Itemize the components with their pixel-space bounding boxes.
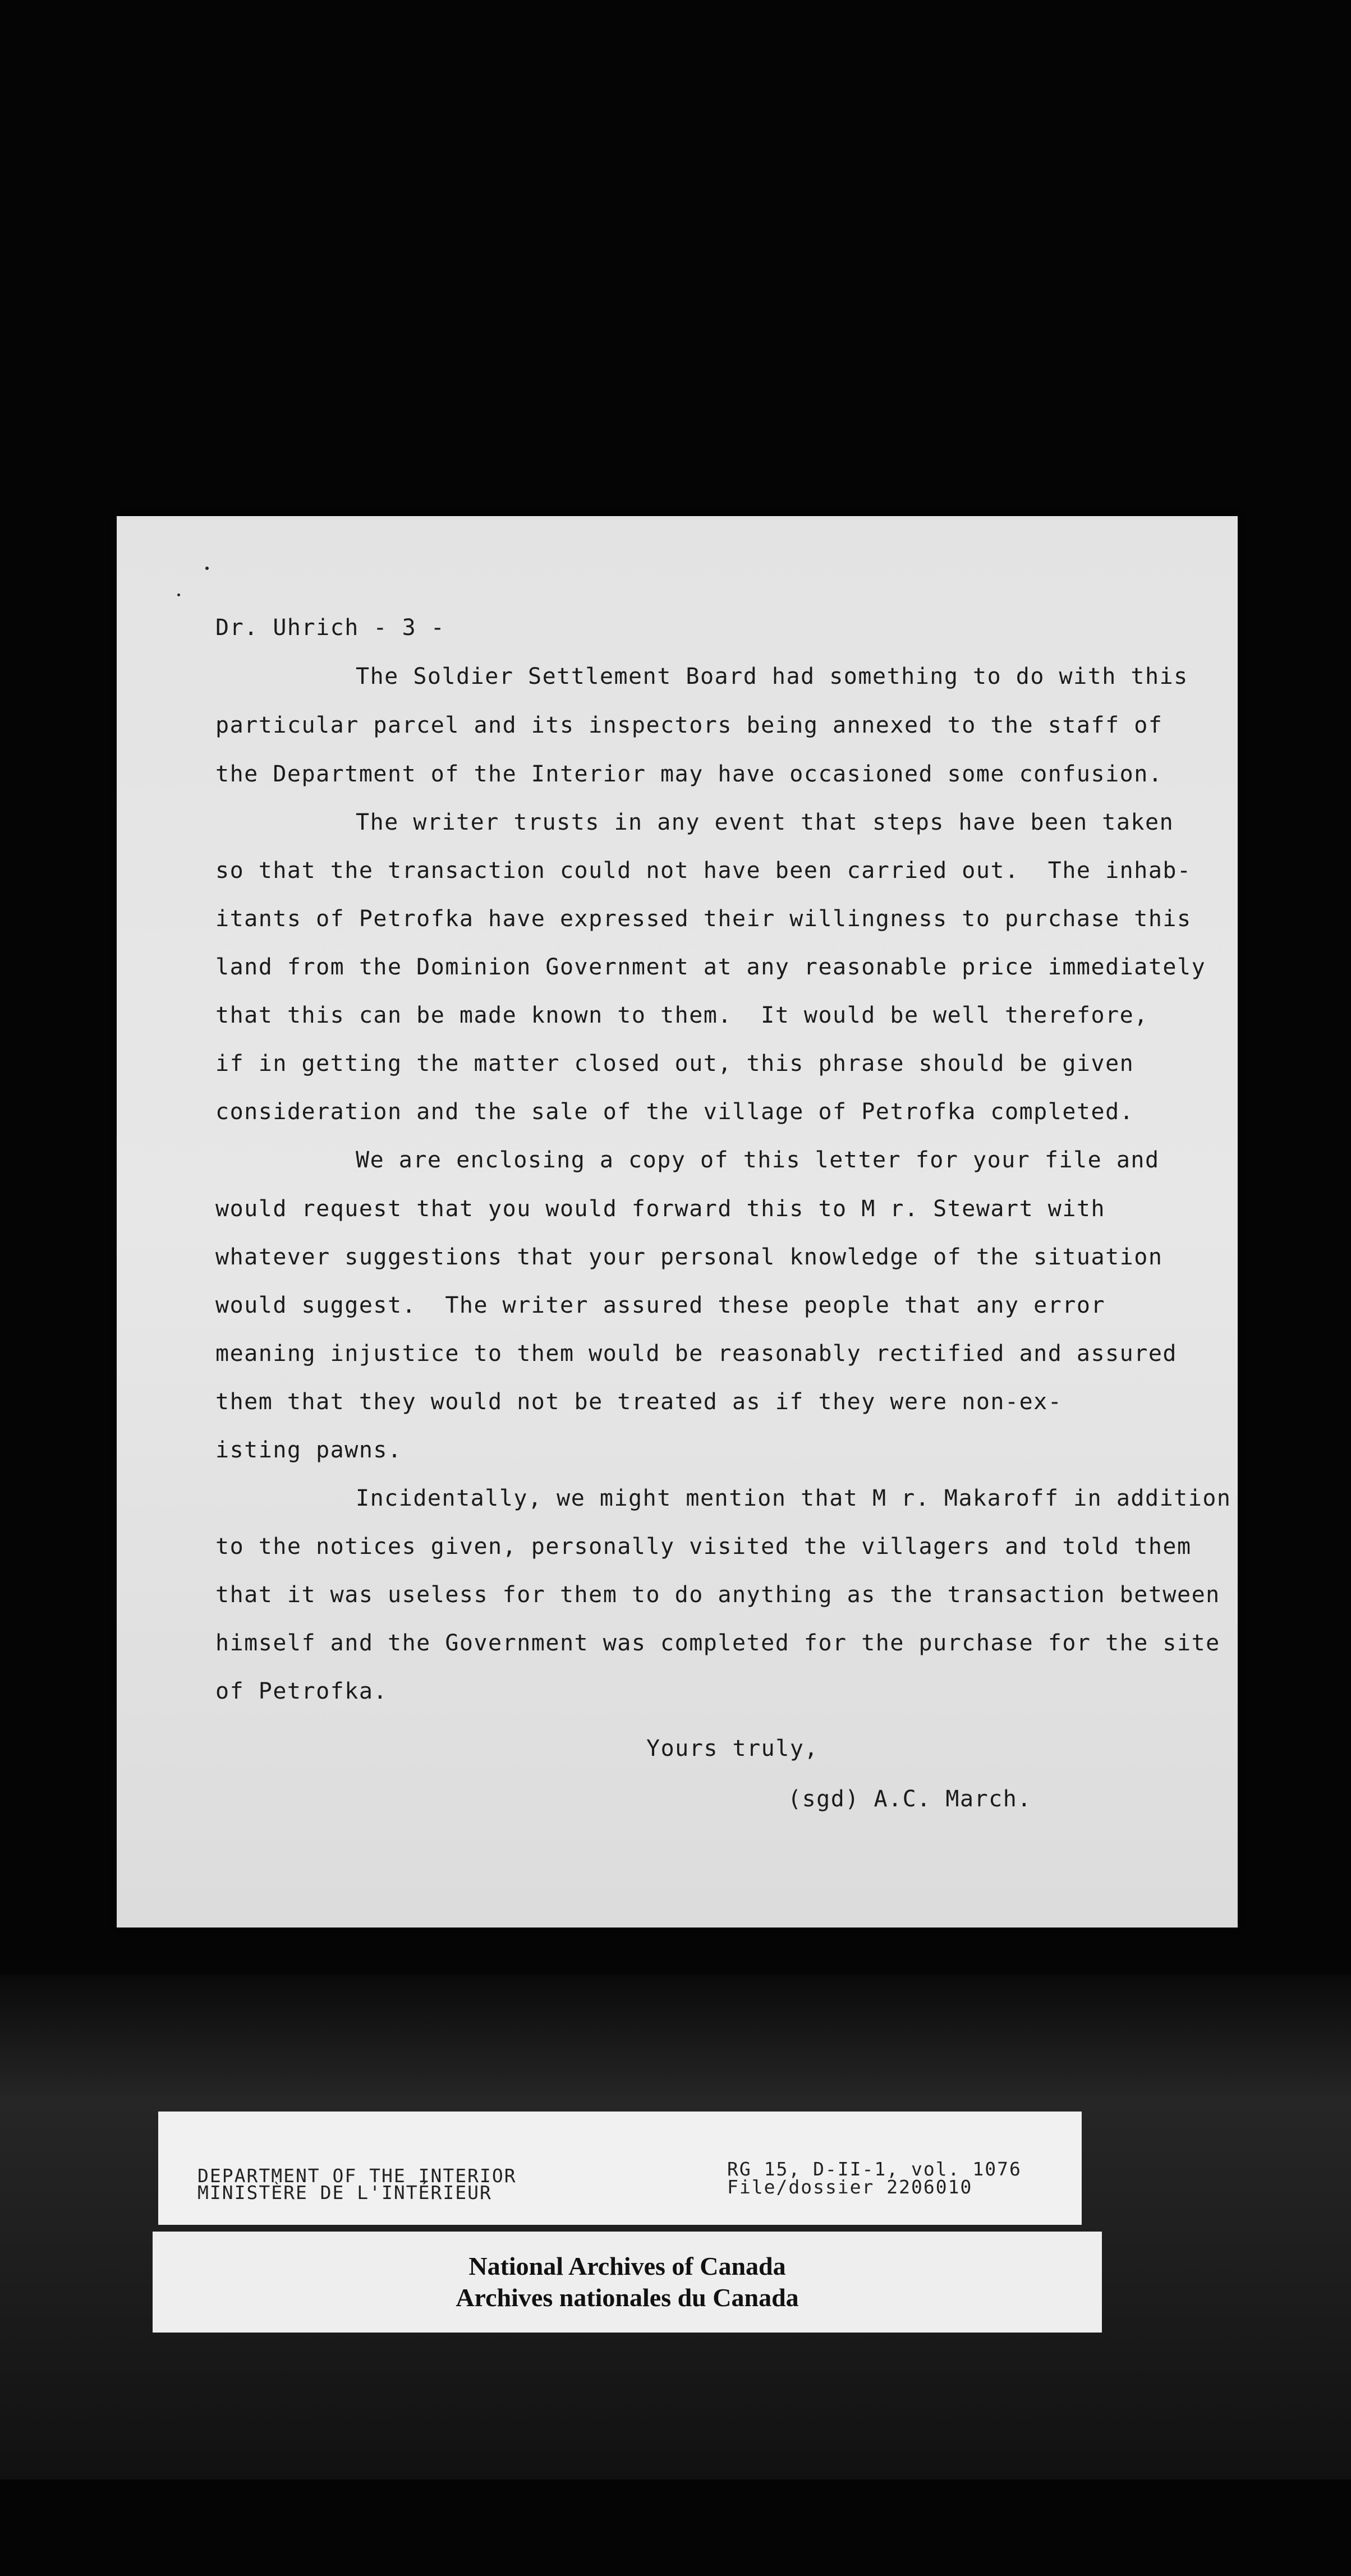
record-group-reference: RG 15, D-II-1, vol. 1076 [727,2158,1022,2180]
letter-line: land from the Dominion Government at any reasonable price immediately [215,954,1206,980]
letter-line: that it was useless for them to do anything as the transaction between [215,1582,1220,1608]
letter-closing: Yours truly, [646,1736,819,1761]
letter-line: them that they would not be treated as if they were non-ex- [215,1389,1063,1415]
letter-line: meaning injustice to them would be reasonably rectified and assured [215,1341,1177,1367]
letter-line: The Soldier Settlement Board had something to do with this [356,664,1188,689]
department-french: MINISTÈRE DE L'INTÉRIEUR [197,2182,492,2204]
letter-page [117,516,1238,1928]
letter-line: We are enclosing a copy of this letter for your file and [356,1147,1160,1173]
letter-heading: Dr. Uhrich - 3 - [215,615,445,641]
ink-speck [177,594,180,596]
department-english: DEPARTMENT OF THE INTERIOR [197,2165,517,2187]
file-number: File/dossier 2206010 [727,2176,973,2198]
letter-line: himself and the Government was completed for the purchase for the site [215,1630,1220,1656]
letter-line: would request that you would forward this to M r. Stewart with [215,1196,1106,1222]
letter-line: particular parcel and its inspectors being annexed to the staff of [215,712,1163,738]
letter-line: whatever suggestions that your personal knowledge of the situation [215,1244,1163,1270]
film-background-band [0,1975,1351,2480]
letter-line: of Petrofka. [215,1678,388,1704]
letter-line: The writer trusts in any event that steps have been taken [356,809,1174,835]
archives-name-french: Archives nationales du Canada [456,2283,799,2312]
letter-line: that this can be made known to them. It would be well therefore, [215,1002,1148,1028]
letter-line: isting pawns. [215,1437,402,1463]
national-archives-label [153,2232,1102,2333]
letter-line: Incidentally, we might mention that M r. Makaroff in addition [356,1485,1231,1511]
letter-line: consideration and the sale of the village of Petrofka completed. [215,1099,1134,1125]
ink-speck [205,567,209,570]
letter-line: would suggest. The writer assured these people that any error [215,1292,1106,1318]
letter-line: itants of Petrofka have expressed their willingness to purchase this [215,906,1192,932]
letter-signature: (sgd) A.C. March. [788,1786,1032,1812]
archive-reference-label [158,2112,1082,2225]
letter-line: so that the transaction could not have been carried out. The inhab- [215,858,1192,884]
letter-line: if in getting the matter closed out, this phrase should be given [215,1051,1134,1077]
archives-name-english: National Archives of Canada [468,2252,786,2280]
letter-line: the Department of the Interior may have occasioned some confusion. [215,761,1163,787]
letter-line: to the notices given, personally visited the villagers and told them [215,1534,1192,1560]
